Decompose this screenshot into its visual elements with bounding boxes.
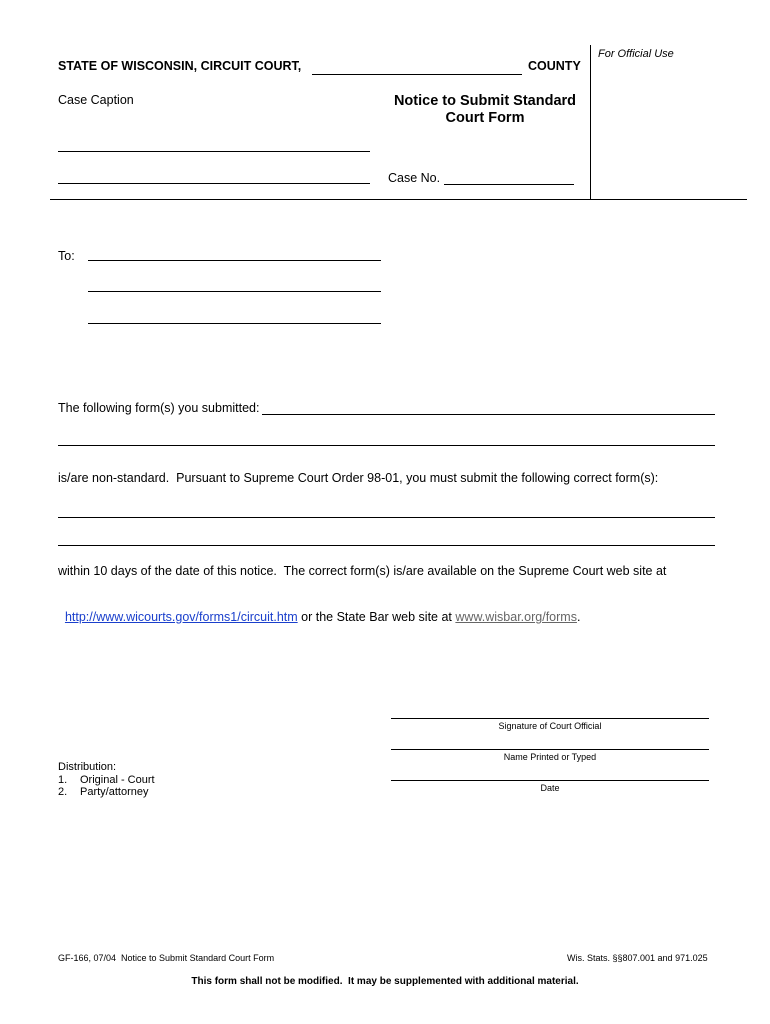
court-prefix: STATE OF WISCONSIN, CIRCUIT COURT, <box>58 59 302 73</box>
distribution-item-num: 1. <box>58 773 68 786</box>
correct-forms-field-1[interactable] <box>58 503 715 518</box>
signature-label: Signature of Court Official <box>498 721 602 731</box>
case-no-field[interactable] <box>444 170 574 185</box>
county-suffix: COUNTY <box>528 59 581 73</box>
web-links-line <box>58 596 580 624</box>
date-line[interactable] <box>391 780 709 781</box>
name-line[interactable] <box>391 749 709 750</box>
forms-submitted-label: The following form(s) you submitted: <box>58 401 260 415</box>
wisbar-link[interactable]: www.wisbar.org/forms <box>455 610 577 624</box>
forms-submitted-field[interactable] <box>262 400 715 415</box>
distribution-item <box>58 774 155 787</box>
page-title-line2: Court Form <box>445 110 525 126</box>
case-no-label: Case No. <box>388 171 441 185</box>
to-label: To: <box>58 249 75 263</box>
header-divider <box>50 199 747 200</box>
state-bar-text: or the State Bar web site at <box>297 610 456 624</box>
distribution-title: Distribution: <box>58 761 117 773</box>
official-use-label: For Official Use <box>598 48 674 60</box>
distribution-item-num: 2. <box>58 786 68 798</box>
official-use-divider <box>590 45 591 200</box>
distribution-item <box>58 786 155 799</box>
signature-line[interactable] <box>391 718 709 719</box>
statutes: Wis. Stats. §§807.001 and 971.025 <box>567 953 708 963</box>
footer-notice: This form shall not be modified. It may be supplemented with additional material. <box>191 976 579 987</box>
to-field-2[interactable] <box>88 277 381 292</box>
distribution-item-text: Party/attorney <box>80 786 149 798</box>
case-caption-field-1[interactable] <box>58 137 370 152</box>
correct-forms-field-2[interactable] <box>58 531 715 546</box>
wicourts-link[interactable]: http://www.wicourts.gov/forms1/circuit.htm <box>64 610 298 624</box>
distribution-item-text: Original - Court <box>80 773 155 786</box>
page-title-line1: Notice to Submit Standard <box>393 93 577 109</box>
to-field-1[interactable] <box>88 246 381 261</box>
name-label: Name Printed or Typed <box>503 752 597 762</box>
date-label: Date <box>540 783 560 793</box>
deadline-text: within 10 days of the date of this notice. The correct form(s) is/are available on the Supreme Court web site at <box>58 564 667 578</box>
to-field-3[interactable] <box>88 309 381 324</box>
forms-submitted-field-2[interactable] <box>58 431 715 446</box>
nonstandard-text: is/are non-standard. Pursuant to Supreme Court Order 98-01, you must submit the following correct form(s): <box>58 471 659 485</box>
form-id: GF-166, 07/04 Notice to Submit Standard Court Form <box>58 953 275 963</box>
case-caption-field-2[interactable] <box>58 169 370 184</box>
page-title <box>380 93 590 127</box>
distribution-block <box>58 761 155 799</box>
period: . <box>576 610 581 624</box>
case-caption-label: Case Caption <box>58 93 134 107</box>
county-field[interactable] <box>312 59 522 75</box>
